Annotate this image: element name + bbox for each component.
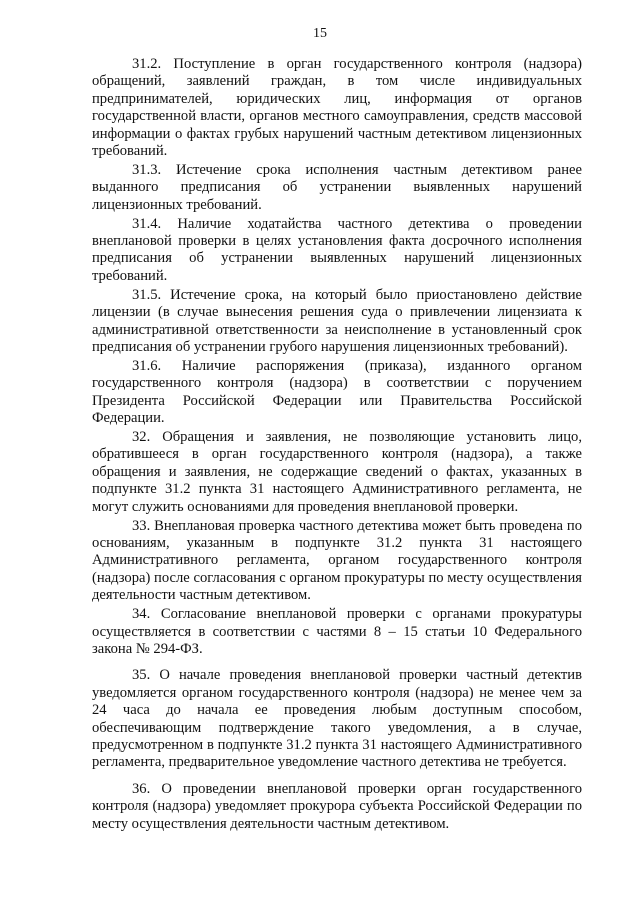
document-body [92,56,582,834]
page-number: 15 [313,26,327,41]
paragraph-36: 36. О проведении внеплановой проверки орган государственного контроля (надзора) уведомляет прокурора субъекта Российской Федерации по месту осуществления деятельности частным детективом. [92,780,582,832]
paragraph-31-5: 31.5. Истечение срока, на который было приостановлено действие лицензии (в случае вынесения решения суда о привлечении лицензиата к административной ответственности за неисполнение в установленный срок предписания об устранении грубого нарушения лицензионных требований). [92,286,582,355]
paragraph-35: 35. О начале проведения внеплановой проверки частный детектив уведомляется органом государственного контроля (надзора) не менее чем за 24 часа до начала ее проведения любым доступным способом, обеспечивающим подтверждение такого уведомления, а в случае, предусмотренном в подпункте 31.2 пункта 31 настоящего Административного регламента, предварительное уведомление частного детектива не требуется. [92,667,582,771]
paragraph-34: 34. Согласование внеплановой проверки с органами прокуратуры осуществляется в соответствии с частями 8 – 15 статьи 10 Федерального закона № 294-ФЗ. [92,606,582,657]
paragraph-31-6: 31.6. Наличие распоряжения (приказа), изданного органом государственного контроля (надзора) в соответствии с поручением Президента Российской Федерации или Правительства Российской Федерации. [92,357,582,427]
paragraph-32: 32. Обращения и заявления, не позволяющие установить лицо, обратившееся в орган государственного контроля (надзора), а также обращения и заявления, не содержащие сведений о фактах, указанных в подпункте 31.2 пункта 31 настоящего Административного регламента, не могут служить основаниями для проведения внеплановой проверки. [92,429,582,515]
paragraph-33: 33. Внеплановая проверка частного детектива может быть проведена по основаниям, указанным в подпункте 31.2 пункта 31 настоящего Административного регламента, органом государственного контроля (надзора) после согласования с органом прокуратуры по месту осуществления деятельности частным детективом. [92,517,582,604]
paragraph-31-4: 31.4. Наличие ходатайства частного детектива о проведении внеплановой проверки в целях установления факта досрочного исполнения предписания об устранении выявленных нарушений лицензионных требований. [92,215,582,284]
paragraph-31-2: 31.2. Поступление в орган государственного контроля (надзора) обращений, заявлений граждан, в том числе индивидуальных предпринимателей, юридических лиц, информация от органов государственной власти, органов местного самоуправления, средств массовой информации о фактах грубых нарушений частным детективом лицензионных требований. [92,56,582,160]
paragraph-31-3: 31.3. Истечение срока исполнения частным детективом ранее выданного предписания об устранении выявленных нарушений лицензионных требований. [92,161,582,213]
